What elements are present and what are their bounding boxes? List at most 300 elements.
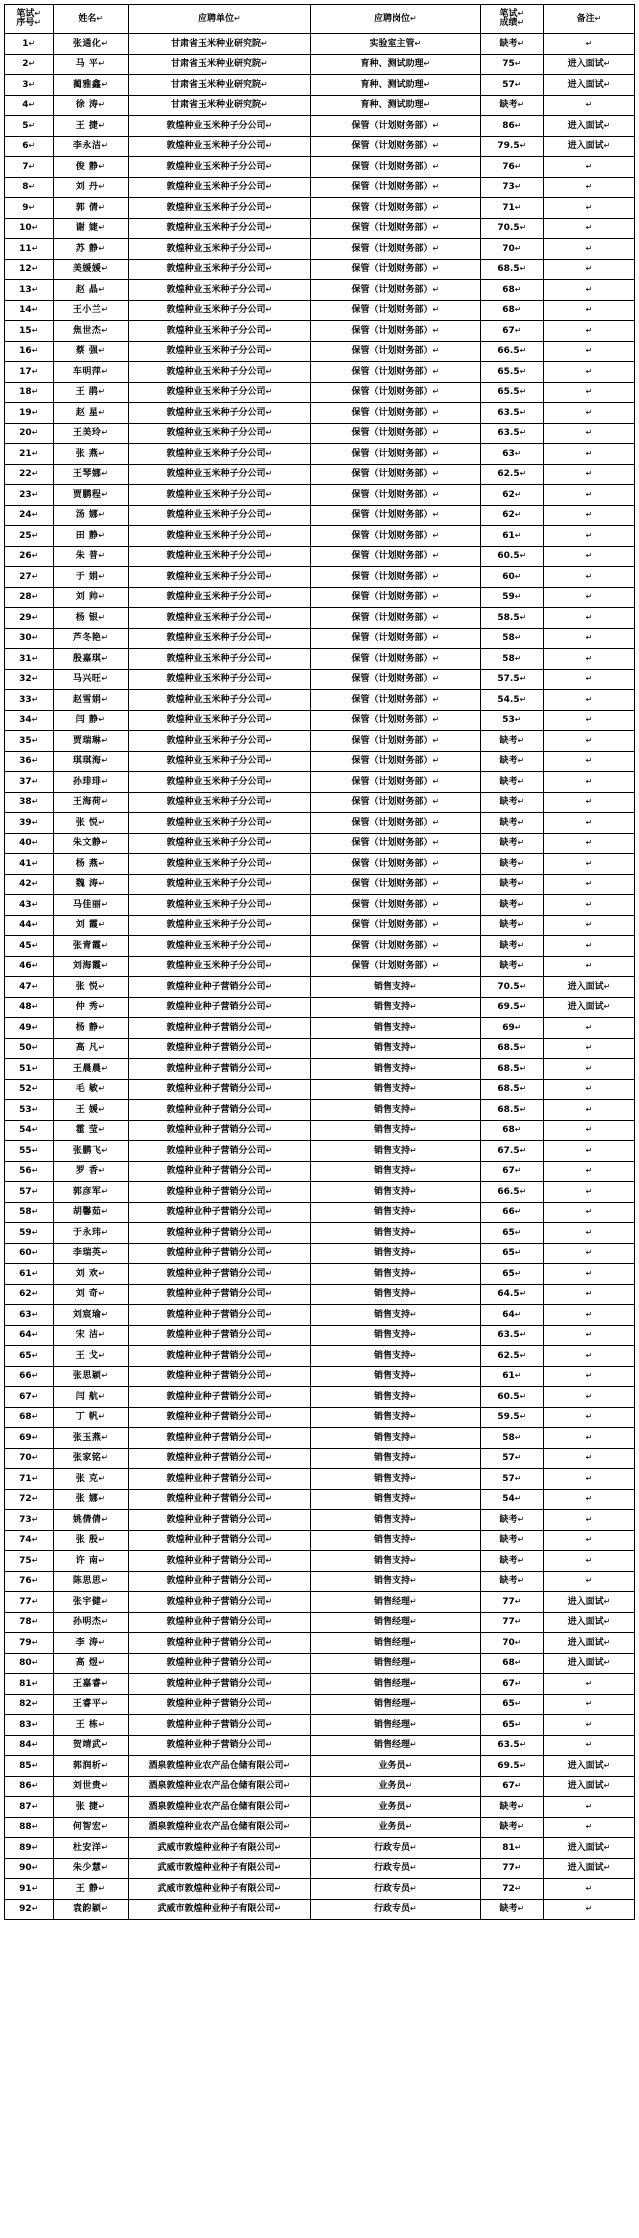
paragraph-mark: ↵ — [432, 284, 440, 294]
cell-index — [5, 567, 54, 588]
paragraph-mark: ↵ — [265, 817, 273, 827]
cell-remark — [543, 1838, 634, 1859]
cell-unit-text: 敦煌种业种子营销分公司 — [166, 1535, 266, 1546]
table-row — [5, 1756, 635, 1777]
paragraph-mark: ↵ — [31, 243, 39, 253]
cell-remark-text: 进入面试 — [567, 1658, 604, 1669]
cell-index-text: 76 — [19, 1576, 32, 1587]
cell-remark — [543, 649, 634, 670]
cell-index — [5, 1305, 54, 1326]
cell-post — [310, 1530, 480, 1551]
cell-unit-text: 敦煌种业玉米种子分公司 — [166, 899, 266, 910]
cell-name — [53, 546, 128, 567]
cell-remark-text: 进入面试 — [567, 59, 604, 70]
cell-remark-text: 进入面试 — [567, 1637, 604, 1648]
cell-name-text: 郭彦军 — [72, 1186, 102, 1197]
paragraph-mark: ↵ — [517, 1822, 525, 1832]
column-header-score-line2: 成绩 — [499, 18, 518, 28]
paragraph-mark: ↵ — [101, 1904, 109, 1914]
paragraph-mark: ↵ — [519, 674, 527, 684]
paragraph-mark: ↵ — [585, 387, 593, 397]
paragraph-mark: ↵ — [31, 346, 39, 356]
cell-remark — [543, 526, 634, 547]
cell-score-text: 缺考 — [499, 817, 518, 828]
cell-unit — [128, 1448, 310, 1469]
cell-post — [310, 1161, 480, 1182]
cell-unit — [128, 731, 310, 752]
cell-score-text: 61 — [502, 530, 515, 541]
cell-post-text: 保管（计划财务部） — [351, 756, 433, 767]
paragraph-mark: ↵ — [514, 202, 522, 212]
paragraph-mark: ↵ — [265, 940, 273, 950]
paragraph-mark: ↵ — [585, 1289, 593, 1299]
paragraph-mark: ↵ — [585, 161, 593, 171]
cell-score-text: 缺考 — [499, 899, 518, 910]
table-row — [5, 1879, 635, 1900]
cell-post — [310, 177, 480, 198]
paragraph-mark: ↵ — [31, 1227, 39, 1237]
cell-post — [310, 505, 480, 526]
table-row — [5, 1571, 635, 1592]
paragraph-mark: ↵ — [519, 428, 527, 438]
cell-index — [5, 464, 54, 485]
cell-unit — [128, 1100, 310, 1121]
cell-unit — [128, 1469, 310, 1490]
table-row — [5, 1530, 635, 1551]
cell-post-text: 育种、测试助理 — [360, 100, 424, 111]
paragraph-mark: ↵ — [410, 1719, 417, 1729]
cell-index — [5, 321, 54, 342]
cell-score — [480, 1510, 543, 1531]
cell-post-text: 保管（计划财务部） — [351, 366, 433, 377]
cell-remark — [543, 464, 634, 485]
cell-post-text: 销售支持 — [373, 1063, 410, 1074]
cell-unit — [128, 1120, 310, 1141]
paragraph-mark: ↵ — [31, 735, 39, 745]
paragraph-mark: ↵ — [585, 510, 593, 520]
table-row — [5, 1448, 635, 1469]
paragraph-mark: ↵ — [31, 940, 39, 950]
cell-name — [53, 813, 128, 834]
paragraph-mark: ↵ — [585, 1125, 593, 1135]
cell-name — [53, 628, 128, 649]
cell-unit-text: 敦煌种业玉米种子分公司 — [166, 223, 266, 234]
paragraph-mark: ↵ — [410, 1555, 417, 1565]
cell-unit — [128, 526, 310, 547]
paragraph-mark: ↵ — [514, 1166, 522, 1176]
cell-post-text: 保管（计划财务部） — [351, 346, 433, 357]
paragraph-mark: ↵ — [265, 1166, 273, 1176]
paragraph-mark: ↵ — [98, 1166, 106, 1176]
paragraph-mark: ↵ — [519, 981, 527, 991]
cell-post-text: 保管（计划财务部） — [351, 448, 433, 459]
paragraph-mark: ↵ — [432, 776, 440, 786]
cell-post — [310, 1018, 480, 1039]
paragraph-mark: ↵ — [514, 1678, 522, 1688]
cell-index — [5, 895, 54, 916]
cell-score-text: 70 — [502, 243, 515, 254]
cell-index — [5, 259, 54, 280]
cell-name — [53, 1305, 128, 1326]
paragraph-mark: ↵ — [265, 1371, 273, 1381]
paragraph-mark: ↵ — [519, 1391, 527, 1401]
cell-name-text: 王晨晨 — [72, 1063, 102, 1074]
cell-post-text: 保管（计划财务部） — [351, 407, 433, 418]
cell-score — [480, 792, 543, 813]
cell-score-text: 65 — [502, 1268, 515, 1279]
cell-unit-text: 甘肃省玉米种业研究院 — [170, 59, 261, 70]
cell-unit-text: 武威市敦煌种业种子有限公司 — [157, 1904, 275, 1915]
paragraph-mark: ↵ — [31, 1289, 39, 1299]
cell-score-text: 77 — [502, 1863, 515, 1874]
paragraph-mark: ↵ — [98, 1330, 106, 1340]
cell-score-text: 缺考 — [499, 1904, 518, 1915]
cell-remark-text: 进入面试 — [567, 1863, 604, 1874]
paragraph-mark: ↵ — [514, 1227, 522, 1237]
paragraph-mark: ↵ — [265, 735, 273, 745]
table-row — [5, 198, 635, 219]
paragraph-mark: ↵ — [410, 1412, 417, 1422]
paragraph-mark: ↵ — [603, 1863, 611, 1873]
paragraph-mark: ↵ — [31, 1207, 39, 1217]
paragraph-mark: ↵ — [514, 284, 522, 294]
cell-score-text: 53 — [502, 715, 515, 726]
cell-name — [53, 833, 128, 854]
paragraph-mark: ↵ — [260, 38, 268, 48]
cell-name-text: 杜安洋 — [72, 1842, 102, 1853]
paragraph-mark: ↵ — [432, 469, 440, 479]
cell-score-text: 76 — [502, 161, 515, 172]
cell-score-text: 86 — [502, 120, 515, 131]
table-row — [5, 854, 635, 875]
paragraph-mark: ↵ — [265, 1596, 273, 1606]
cell-score-text: 62.5 — [497, 1350, 520, 1361]
cell-name — [53, 1243, 128, 1264]
cell-remark — [543, 1653, 634, 1674]
cell-name — [53, 1202, 128, 1223]
cell-post-text: 销售支持 — [373, 1453, 410, 1464]
paragraph-mark: ↵ — [410, 1678, 417, 1688]
cell-unit-text: 敦煌种业种子营销分公司 — [166, 1555, 266, 1566]
cell-name-text: 焦世杰 — [72, 325, 102, 336]
cell-name-text: 王 捷 — [75, 120, 99, 131]
cell-index-text: 33 — [19, 694, 32, 705]
paragraph-mark: ↵ — [432, 161, 440, 171]
cell-unit — [128, 1653, 310, 1674]
cell-index — [5, 382, 54, 403]
paragraph-mark: ↵ — [265, 1084, 273, 1094]
cell-index — [5, 95, 54, 116]
paragraph-mark: ↵ — [410, 1637, 417, 1647]
paragraph-mark: ↵ — [265, 1494, 273, 1504]
cell-score — [480, 1899, 543, 1920]
cell-score-text: 缺考 — [499, 756, 518, 767]
paragraph-mark: ↵ — [514, 325, 522, 335]
cell-index — [5, 833, 54, 854]
cell-index-text: 82 — [19, 1699, 32, 1710]
table-row — [5, 505, 635, 526]
cell-name-text: 苏 静 — [75, 243, 99, 254]
cell-unit — [128, 936, 310, 957]
cell-score — [480, 157, 543, 178]
paragraph-mark: ↵ — [603, 1658, 611, 1668]
paragraph-mark: ↵ — [519, 1145, 527, 1155]
paragraph-mark: ↵ — [585, 858, 593, 868]
cell-score-text: 68 — [502, 1658, 515, 1669]
cell-unit-text: 敦煌种业种子营销分公司 — [166, 1391, 266, 1402]
paragraph-mark: ↵ — [31, 571, 39, 581]
cell-index-text: 15 — [19, 325, 32, 336]
paragraph-mark: ↵ — [432, 674, 440, 684]
paragraph-mark: ↵ — [265, 448, 273, 458]
paragraph-mark: ↵ — [265, 1207, 273, 1217]
paragraph-mark: ↵ — [101, 141, 109, 151]
paragraph-mark: ↵ — [519, 1760, 527, 1770]
cell-index-text: 63 — [19, 1309, 32, 1320]
cell-remark — [543, 1120, 634, 1141]
cell-unit-text: 酒泉敦煌种业农产品仓储有限公司 — [148, 1801, 284, 1812]
paragraph-mark: ↵ — [31, 1535, 39, 1545]
cell-remark — [543, 1694, 634, 1715]
paragraph-mark: ↵ — [31, 1043, 39, 1053]
paragraph-mark: ↵ — [31, 612, 39, 622]
cell-post-text: 保管（计划财务部） — [351, 182, 433, 193]
paragraph-mark: ↵ — [265, 264, 273, 274]
paragraph-mark: ↵ — [585, 694, 593, 704]
cell-unit-text: 敦煌种业种子营销分公司 — [166, 1740, 266, 1751]
paragraph-mark: ↵ — [585, 1432, 593, 1442]
cell-post — [310, 362, 480, 383]
cell-score-text: 缺考 — [499, 797, 518, 808]
cell-name-text: 何智宏 — [72, 1822, 102, 1833]
cell-post — [310, 1243, 480, 1264]
paragraph-mark: ↵ — [432, 510, 440, 520]
cell-index — [5, 177, 54, 198]
cell-name-text: 王 静 — [75, 1883, 99, 1894]
cell-index — [5, 198, 54, 219]
paragraph-mark: ↵ — [410, 1596, 417, 1606]
paragraph-mark: ↵ — [514, 1699, 522, 1709]
paragraph-mark: ↵ — [585, 530, 593, 540]
paragraph-mark: ↵ — [265, 407, 273, 417]
paragraph-mark: ↵ — [31, 1781, 39, 1791]
cell-index — [5, 362, 54, 383]
cell-unit-text: 敦煌种业玉米种子分公司 — [166, 489, 266, 500]
paragraph-mark: ↵ — [410, 1002, 417, 1012]
cell-index — [5, 1223, 54, 1244]
cell-score — [480, 1489, 543, 1510]
paragraph-mark: ↵ — [101, 1145, 109, 1155]
cell-score — [480, 1141, 543, 1162]
cell-post — [310, 567, 480, 588]
cell-remark — [543, 1161, 634, 1182]
cell-post-text: 销售经理 — [373, 1658, 410, 1669]
table-row — [5, 915, 635, 936]
paragraph-mark: ↵ — [265, 1678, 273, 1688]
cell-name-text: 美媛媛 — [72, 264, 102, 275]
cell-score-text: 70.5 — [497, 223, 520, 234]
cell-index-text: 20 — [19, 428, 32, 439]
cell-post-text: 销售支持 — [373, 1514, 410, 1525]
cell-index — [5, 526, 54, 547]
cell-score-text: 81 — [502, 1842, 515, 1853]
cell-unit-text: 敦煌种业种子营销分公司 — [166, 1494, 266, 1505]
paragraph-mark: ↵ — [265, 223, 273, 233]
paragraph-mark: ↵ — [519, 141, 527, 151]
cell-index-text: 29 — [19, 612, 32, 623]
table-row — [5, 690, 635, 711]
cell-index — [5, 1100, 54, 1121]
cell-remark — [543, 198, 634, 219]
paragraph-mark: ↵ — [432, 223, 440, 233]
cell-unit-text: 敦煌种业玉米种子分公司 — [166, 920, 266, 931]
table-row — [5, 1428, 635, 1449]
paragraph-mark: ↵ — [101, 961, 109, 971]
cell-name — [53, 403, 128, 424]
cell-remark-text: 进入面试 — [567, 1842, 604, 1853]
cell-name — [53, 956, 128, 977]
table-row — [5, 874, 635, 895]
cell-score — [480, 649, 543, 670]
cell-unit — [128, 608, 310, 629]
cell-name-text: 丁 帆 — [75, 1412, 99, 1423]
cell-remark — [543, 34, 634, 55]
cell-index — [5, 1407, 54, 1428]
cell-score-text: 58 — [502, 653, 515, 664]
paragraph-mark: ↵ — [603, 1002, 611, 1012]
paragraph-mark: ↵ — [101, 366, 109, 376]
cell-index — [5, 1325, 54, 1346]
cell-unit — [128, 1551, 310, 1572]
paragraph-mark: ↵ — [98, 202, 106, 212]
cell-unit — [128, 75, 310, 96]
cell-post — [310, 1510, 480, 1531]
paragraph-mark: ↵ — [410, 1166, 417, 1176]
cell-score-text: 缺考 — [499, 961, 518, 972]
cell-name — [53, 1120, 128, 1141]
cell-score — [480, 1284, 543, 1305]
paragraph-mark: ↵ — [265, 1309, 273, 1319]
paragraph-mark: ↵ — [514, 59, 522, 69]
cell-index — [5, 1797, 54, 1818]
cell-score-text: 61 — [502, 1371, 515, 1382]
cell-unit-text: 敦煌种业玉米种子分公司 — [166, 284, 266, 295]
cell-score-text: 60 — [502, 571, 515, 582]
cell-unit-text: 敦煌种业玉米种子分公司 — [166, 551, 266, 562]
paragraph-mark: ↵ — [410, 1145, 417, 1155]
cell-name-text: 赵 晶 — [75, 284, 99, 295]
paragraph-mark: ↵ — [432, 141, 440, 151]
paragraph-mark: ↵ — [517, 100, 525, 110]
cell-name-text: 张 悦 — [75, 981, 99, 992]
column-header-remark: 备注↵ — [543, 5, 634, 34]
cell-score — [480, 1469, 543, 1490]
cell-index — [5, 1715, 54, 1736]
cell-index-text: 59 — [19, 1227, 32, 1238]
paragraph-mark: ↵ — [98, 1002, 106, 1012]
cell-post — [310, 587, 480, 608]
paragraph-mark: ↵ — [514, 1022, 522, 1032]
paragraph-mark: ↵ — [28, 100, 36, 110]
cell-remark — [543, 1018, 634, 1039]
cell-name — [53, 341, 128, 362]
paragraph-mark: ↵ — [98, 387, 106, 397]
paragraph-mark: ↵ — [265, 756, 273, 766]
paragraph-mark: ↵ — [585, 817, 593, 827]
cell-post-text: 销售支持 — [373, 1432, 410, 1443]
paragraph-mark: ↵ — [98, 510, 106, 520]
paragraph-mark: ↵ — [101, 694, 109, 704]
cell-index — [5, 608, 54, 629]
table-body — [5, 34, 635, 1920]
paragraph-mark: ↵ — [101, 1371, 109, 1381]
paragraph-mark: ↵ — [432, 551, 440, 561]
cell-unit — [128, 1407, 310, 1428]
cell-index — [5, 936, 54, 957]
paragraph-mark: ↵ — [31, 674, 39, 684]
paragraph-mark: ↵ — [31, 325, 39, 335]
cell-post-text: 保管（计划财务部） — [351, 120, 433, 131]
cell-post-text: 保管（计划财务部） — [351, 264, 433, 275]
cell-remark — [543, 1264, 634, 1285]
cell-remark-text: 进入面试 — [567, 981, 604, 992]
cell-index-text: 38 — [19, 797, 32, 808]
paragraph-mark: ↵ — [101, 79, 109, 89]
paragraph-mark: ↵ — [265, 1350, 273, 1360]
paragraph-mark: ↵ — [98, 592, 106, 602]
cell-index — [5, 1530, 54, 1551]
paragraph-mark: ↵ — [410, 1104, 417, 1114]
paragraph-mark: ↵ — [410, 1904, 417, 1914]
paragraph-mark: ↵ — [519, 1002, 527, 1012]
cell-score — [480, 403, 543, 424]
paragraph-mark: ↵ — [514, 715, 522, 725]
paragraph-mark: ↵ — [585, 1022, 593, 1032]
paragraph-mark: ↵ — [265, 1227, 273, 1237]
cell-unit-text: 敦煌种业玉米种子分公司 — [166, 387, 266, 398]
cell-unit — [128, 649, 310, 670]
table-row — [5, 280, 635, 301]
cell-name-text: 朱 普 — [75, 551, 99, 562]
paragraph-mark: ↵ — [101, 1514, 109, 1524]
cell-name — [53, 1735, 128, 1756]
cell-post — [310, 1612, 480, 1633]
paragraph-mark: ↵ — [31, 1596, 39, 1606]
cell-unit-text: 敦煌种业玉米种子分公司 — [166, 694, 266, 705]
cell-name-text: 赵 星 — [75, 407, 99, 418]
cell-name — [53, 1592, 128, 1613]
cell-name-text: 张 克 — [75, 1473, 99, 1484]
cell-remark — [543, 1735, 634, 1756]
paragraph-mark: ↵ — [101, 1781, 109, 1791]
cell-name-text: 闫 静 — [75, 715, 99, 726]
cell-name-text: 孙明杰 — [72, 1617, 102, 1628]
cell-score — [480, 177, 543, 198]
cell-score — [480, 1387, 543, 1408]
cell-score-text: 缺考 — [499, 1514, 518, 1525]
cell-unit-text: 敦煌种业种子营销分公司 — [166, 1514, 266, 1525]
cell-name-text: 田 静 — [75, 530, 99, 541]
paragraph-mark: ↵ — [432, 838, 440, 848]
cell-index-text: 32 — [19, 674, 32, 685]
table-row — [5, 1243, 635, 1264]
paragraph-mark: ↵ — [265, 469, 273, 479]
paragraph-mark: ↵ — [410, 1063, 417, 1073]
paragraph-mark: ↵ — [410, 1863, 417, 1873]
cell-name — [53, 259, 128, 280]
table-row — [5, 382, 635, 403]
cell-index — [5, 1612, 54, 1633]
